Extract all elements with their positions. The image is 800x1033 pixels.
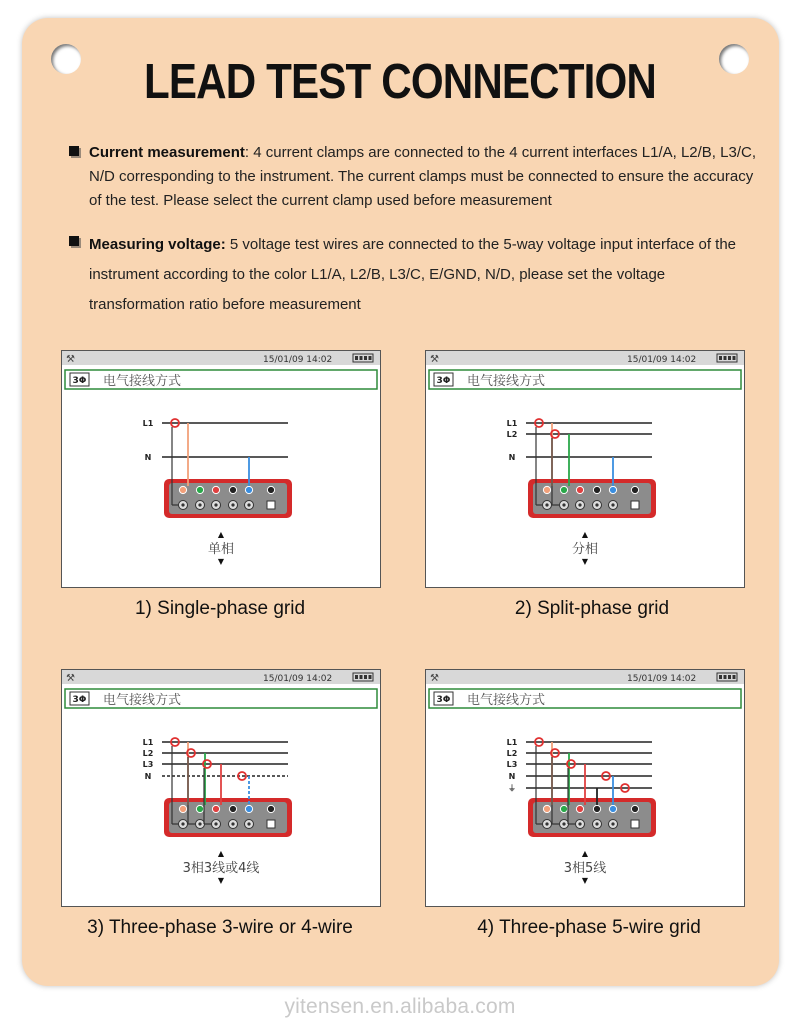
current-jack-pin xyxy=(611,822,614,825)
wiring-panel-three-phase-5-wire xyxy=(425,669,745,907)
voltage-terminal xyxy=(196,805,203,812)
voltage-terminal xyxy=(267,486,274,493)
battery-level-bar xyxy=(360,356,363,360)
battery-level-bar xyxy=(733,356,736,360)
current-jack-pin xyxy=(181,503,184,506)
voltage-terminal xyxy=(245,486,252,493)
voltage-terminal xyxy=(196,486,203,493)
mode-badge: 3Φ xyxy=(72,695,87,705)
battery-level-bar xyxy=(724,675,727,679)
scroll-up-arrow-icon: ▲ xyxy=(581,849,589,858)
instrument-screen xyxy=(62,351,380,587)
caption-split-phase: 2) Split-phase grid xyxy=(514,598,670,619)
current-jack-pin xyxy=(611,503,614,506)
grid-line-label: L1 xyxy=(142,738,154,747)
voltage-terminal xyxy=(543,805,550,812)
current-jack-pin xyxy=(214,503,217,506)
voltage-terminal xyxy=(179,805,186,812)
current-jack-pin xyxy=(562,503,565,506)
scroll-down-arrow-icon: ▼ xyxy=(217,876,225,885)
voltage-terminal xyxy=(560,486,567,493)
grid-line-label: N xyxy=(144,453,152,462)
wiring-panel-three-phase-3-4-wire xyxy=(61,669,381,907)
grid-line-label: L1 xyxy=(506,419,518,428)
status-bar xyxy=(62,670,380,684)
grid-line-label: L1 xyxy=(142,419,154,428)
grid-line-label: L2 xyxy=(506,749,518,758)
wiring-mode-label: 单相 xyxy=(207,542,235,557)
current-jack-pin xyxy=(198,503,201,506)
scroll-down-arrow-icon: ▼ xyxy=(581,557,589,566)
datetime-readout: 15/01/09 14:02 xyxy=(263,355,333,365)
voltage-terminal xyxy=(212,486,219,493)
screen-header-label: 电气接线方式 xyxy=(467,374,546,389)
caption-three-phase-3-4-wire: 3) Three-phase 3-wire or 4-wire xyxy=(87,917,353,938)
grid-line-label: ⏚ xyxy=(508,784,516,793)
measuring-voltage-paragraph xyxy=(89,230,759,320)
footer-watermark: yitensen.en.alibaba.com xyxy=(284,995,516,1018)
wiring-mode-label: 分相 xyxy=(571,542,599,557)
voltage-terminal xyxy=(631,486,638,493)
voltage-terminal xyxy=(576,486,583,493)
page-title: LEAD TEST CONNECTION xyxy=(144,55,656,109)
battery-level-bar xyxy=(719,356,722,360)
grid-line-label: L3 xyxy=(142,760,154,769)
voltage-terminal xyxy=(576,805,583,812)
voltage-terminal xyxy=(267,805,274,812)
scroll-up-arrow-icon: ▲ xyxy=(217,849,225,858)
voltage-terminal xyxy=(593,805,600,812)
current-jack-pin xyxy=(198,822,201,825)
status-bar xyxy=(426,351,744,365)
usb-port-icon xyxy=(267,501,275,509)
grid-line-label: L2 xyxy=(506,430,518,439)
wiring-mode-label: 3相3线或4线 xyxy=(182,861,260,876)
voltage-terminal xyxy=(593,486,600,493)
scroll-down-arrow-icon: ▼ xyxy=(217,557,225,566)
current-jack-pin xyxy=(247,503,250,506)
current-jack-pin xyxy=(545,503,548,506)
datetime-readout: 15/01/09 14:02 xyxy=(263,674,333,684)
current-measurement-heading: Current measurement xyxy=(89,144,245,161)
battery-level-bar xyxy=(728,356,731,360)
grid-line-label: N xyxy=(508,772,516,781)
current-jack-pin xyxy=(181,822,184,825)
screen-header-label: 电气接线方式 xyxy=(103,374,182,389)
grid-line-label: N xyxy=(144,772,152,781)
usb-port-icon xyxy=(267,820,275,828)
battery-level-bar xyxy=(733,675,736,679)
current-jack-pin xyxy=(578,822,581,825)
battery-level-bar xyxy=(364,675,367,679)
instrument-screen xyxy=(426,351,744,587)
battery-level-bar xyxy=(724,356,727,360)
caption-three-phase-5-wire: 4) Three-phase 5-wire grid xyxy=(477,917,701,938)
battery-level-bar xyxy=(369,356,372,360)
caption-single-phase: 1) Single-phase grid xyxy=(134,598,306,619)
current-jack-pin xyxy=(231,503,234,506)
screen-header-label: 电气接线方式 xyxy=(103,693,182,708)
datetime-readout: 15/01/09 14:02 xyxy=(627,674,697,684)
current-jack-pin xyxy=(562,822,565,825)
usb-port-icon xyxy=(631,820,639,828)
wiring-mode-label: 3相5线 xyxy=(563,861,607,876)
voltage-terminal xyxy=(212,805,219,812)
grid-line-label: N xyxy=(508,453,516,462)
datetime-readout: 15/01/09 14:02 xyxy=(627,355,697,365)
mode-badge: 3Φ xyxy=(436,376,451,386)
current-measurement-text: : 4 current clamps are connected to the 4 current interfaces L1/A, L2/B, L3/C, N/D corresponding to the instrument. The current clamps must be connected to ensure the accuracy of the test. Please select the current clamp used before measurement xyxy=(89,144,756,209)
voltage-terminal xyxy=(609,486,616,493)
tool-icon: ⚒ xyxy=(66,673,75,684)
current-jack-pin xyxy=(578,503,581,506)
battery-level-bar xyxy=(355,356,358,360)
status-bar xyxy=(426,670,744,684)
current-measurement-paragraph xyxy=(89,141,759,213)
battery-level-bar xyxy=(364,356,367,360)
instrument-screen xyxy=(426,670,744,906)
grid-line-label: L2 xyxy=(142,749,154,758)
grid-line-label: L1 xyxy=(506,738,518,747)
bullet-square-icon xyxy=(69,236,79,246)
battery-level-bar xyxy=(355,675,358,679)
wiring-panel-split-phase xyxy=(425,350,745,588)
bullet-square-icon xyxy=(69,146,79,156)
voltage-terminal xyxy=(229,486,236,493)
current-jack-pin xyxy=(595,503,598,506)
battery-level-bar xyxy=(360,675,363,679)
voltage-terminal xyxy=(179,486,186,493)
voltage-terminal xyxy=(631,805,638,812)
measuring-voltage-text: 5 voltage test wires are connected to the 5-way voltage input interface of the instrument according to the color L1/A, L2/B, L3/C, E/GND, N/D, please set the voltage transformation ratio before measurement xyxy=(89,236,737,313)
mode-badge: 3Φ xyxy=(436,695,451,705)
current-jack-pin xyxy=(545,822,548,825)
screen-header-label: 电气接线方式 xyxy=(467,693,546,708)
voltage-terminal xyxy=(560,805,567,812)
scroll-up-arrow-icon: ▲ xyxy=(581,530,589,539)
status-bar xyxy=(62,351,380,365)
measuring-voltage-heading: Measuring voltage: xyxy=(89,236,226,253)
voltage-terminal xyxy=(229,805,236,812)
voltage-terminal xyxy=(543,486,550,493)
current-jack-pin xyxy=(595,822,598,825)
battery-level-bar xyxy=(728,675,731,679)
instrument-screen xyxy=(62,670,380,906)
battery-level-bar xyxy=(369,675,372,679)
tool-icon: ⚒ xyxy=(430,354,439,365)
voltage-terminal xyxy=(609,805,616,812)
scroll-up-arrow-icon: ▲ xyxy=(217,530,225,539)
tool-icon: ⚒ xyxy=(66,354,75,365)
mode-badge: 3Φ xyxy=(72,376,87,386)
current-jack-pin xyxy=(231,822,234,825)
current-jack-pin xyxy=(247,822,250,825)
tool-icon: ⚒ xyxy=(430,673,439,684)
current-jack-pin xyxy=(214,822,217,825)
battery-level-bar xyxy=(719,675,722,679)
usb-port-icon xyxy=(631,501,639,509)
voltage-terminal xyxy=(245,805,252,812)
grid-line-label: L3 xyxy=(506,760,518,769)
scroll-down-arrow-icon: ▼ xyxy=(581,876,589,885)
wiring-panel-single-phase xyxy=(61,350,381,588)
